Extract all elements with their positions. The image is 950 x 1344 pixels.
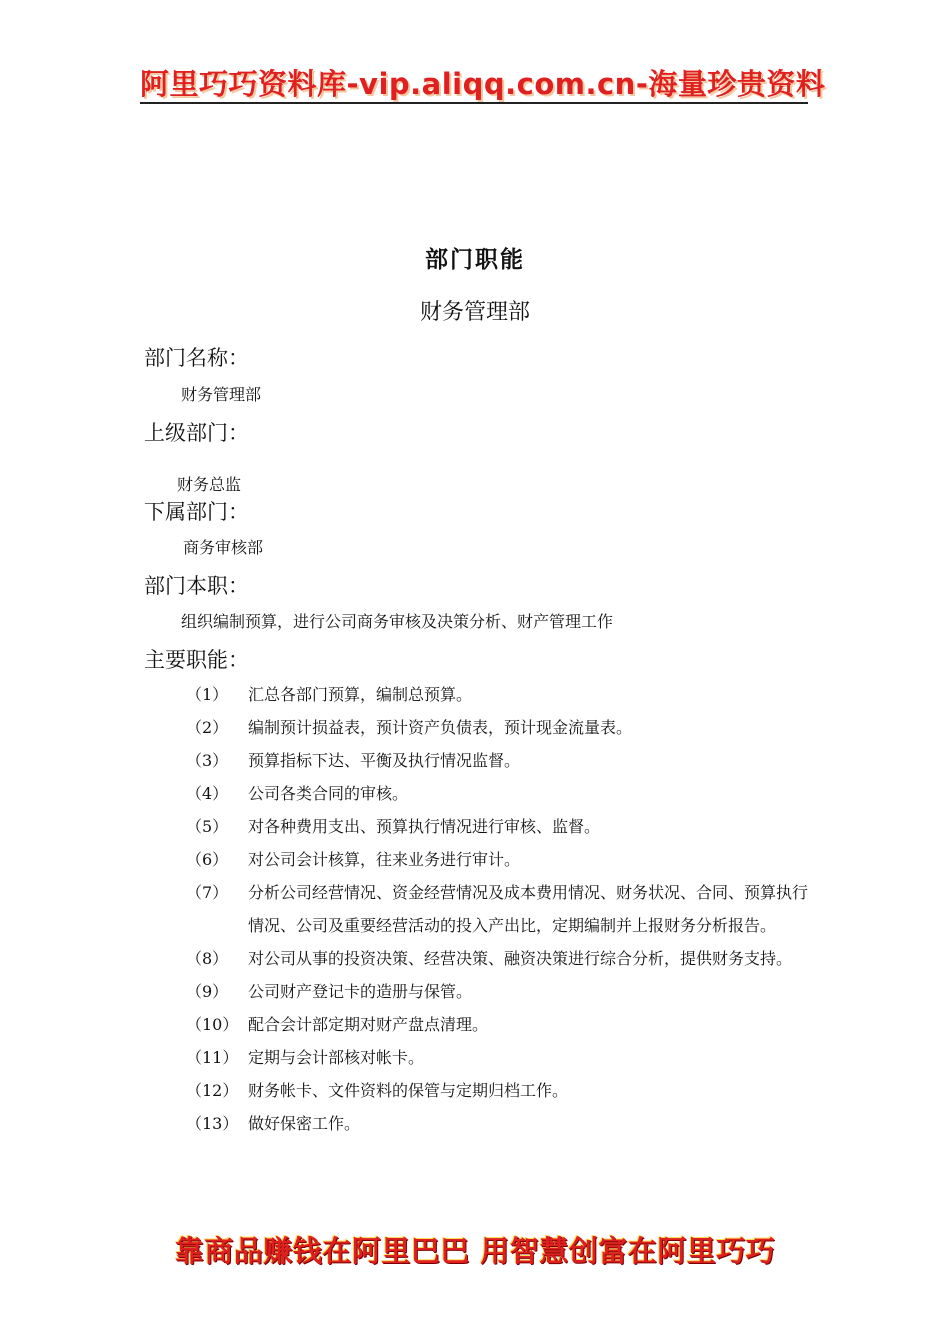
- function-text: 分析公司经营情况、资金经营情况及成本费用情况、财务状况、合同、预算执行情况、公司及重要经营活动的投入产出比，定期编制并上报财务分析报告。: [248, 883, 809, 935]
- functions-list: [186, 678, 826, 1140]
- function-text: 对公司会计核算，往来业务进行审计。: [248, 850, 521, 869]
- function-number: （2）: [186, 718, 229, 737]
- function-text: 公司财产登记卡的造册与保管。: [248, 982, 473, 1001]
- function-number: （9）: [186, 982, 229, 1001]
- duty-heading: 部门本职：: [144, 574, 249, 598]
- function-text: 定期与会计部核对帐卡。: [248, 1048, 425, 1067]
- function-number: （7）: [186, 883, 229, 902]
- function-number: （6）: [186, 850, 229, 869]
- function-item: [186, 1041, 826, 1074]
- dept-name-value: 财务管理部: [181, 385, 262, 404]
- header-banner-text: 阿里巧巧资料库-vip.aliqq.com.cn-海量珍贵资料: [140, 67, 826, 101]
- superior-dept-heading: 上级部门：: [144, 421, 249, 445]
- function-number: （8）: [186, 949, 229, 968]
- duty-value: 组织编制预算，进行公司商务审核及决策分析、财产管理工作: [181, 612, 614, 631]
- function-item: [186, 843, 826, 876]
- function-text: 汇总各部门预算，编制总预算。: [248, 685, 473, 704]
- dept-name-heading: 部门名称：: [144, 346, 249, 370]
- function-number: （1）: [186, 685, 229, 704]
- function-item: [186, 975, 826, 1008]
- function-item: [186, 1008, 826, 1041]
- function-number: （5）: [186, 817, 229, 836]
- functions-heading: 主要职能：: [144, 648, 249, 672]
- function-text: 做好保密工作。: [248, 1114, 361, 1133]
- page-title: 部门职能: [425, 247, 525, 273]
- function-number: （3）: [186, 751, 229, 770]
- function-text: 预算指标下达、平衡及执行情况监督。: [248, 751, 521, 770]
- function-item: [186, 777, 826, 810]
- function-text: 编制预计损益表，预计资产负债表，预计现金流量表。: [248, 718, 633, 737]
- function-item: [186, 810, 826, 843]
- function-item: [186, 876, 826, 942]
- function-item: [186, 1107, 826, 1140]
- function-number: （12）: [186, 1081, 239, 1100]
- function-text: 配合会计部定期对财产盘点清理。: [248, 1015, 489, 1034]
- header-banner: [140, 58, 826, 104]
- function-text: 对公司从事的投资决策、经营决策、融资决策进行综合分析，提供财务支持。: [248, 949, 793, 968]
- function-text: 公司各类合同的审核。: [248, 784, 409, 803]
- subordinate-dept-value: 商务审核部: [183, 538, 264, 557]
- function-item: [186, 942, 826, 975]
- subordinate-dept-heading: 下属部门：: [144, 500, 249, 524]
- function-text: 对各种费用支出、预算执行情况进行审核、监督。: [248, 817, 601, 836]
- function-number: （10）: [186, 1015, 239, 1034]
- function-item: [186, 678, 826, 711]
- function-item: [186, 744, 826, 777]
- function-item: [186, 711, 826, 744]
- page-subtitle: 财务管理部: [419, 300, 530, 325]
- function-item: [186, 1074, 826, 1107]
- function-number: （13）: [186, 1114, 239, 1133]
- footer-banner: 靠商品赚钱在阿里巴巴 用智慧创富在阿里巧巧: [174, 1234, 776, 1268]
- function-text: 财务帐卡、文件资料的保管与定期归档工作。: [248, 1081, 569, 1100]
- function-number: （4）: [186, 784, 229, 803]
- function-number: （11）: [186, 1048, 239, 1067]
- superior-dept-value: 财务总监: [177, 475, 242, 494]
